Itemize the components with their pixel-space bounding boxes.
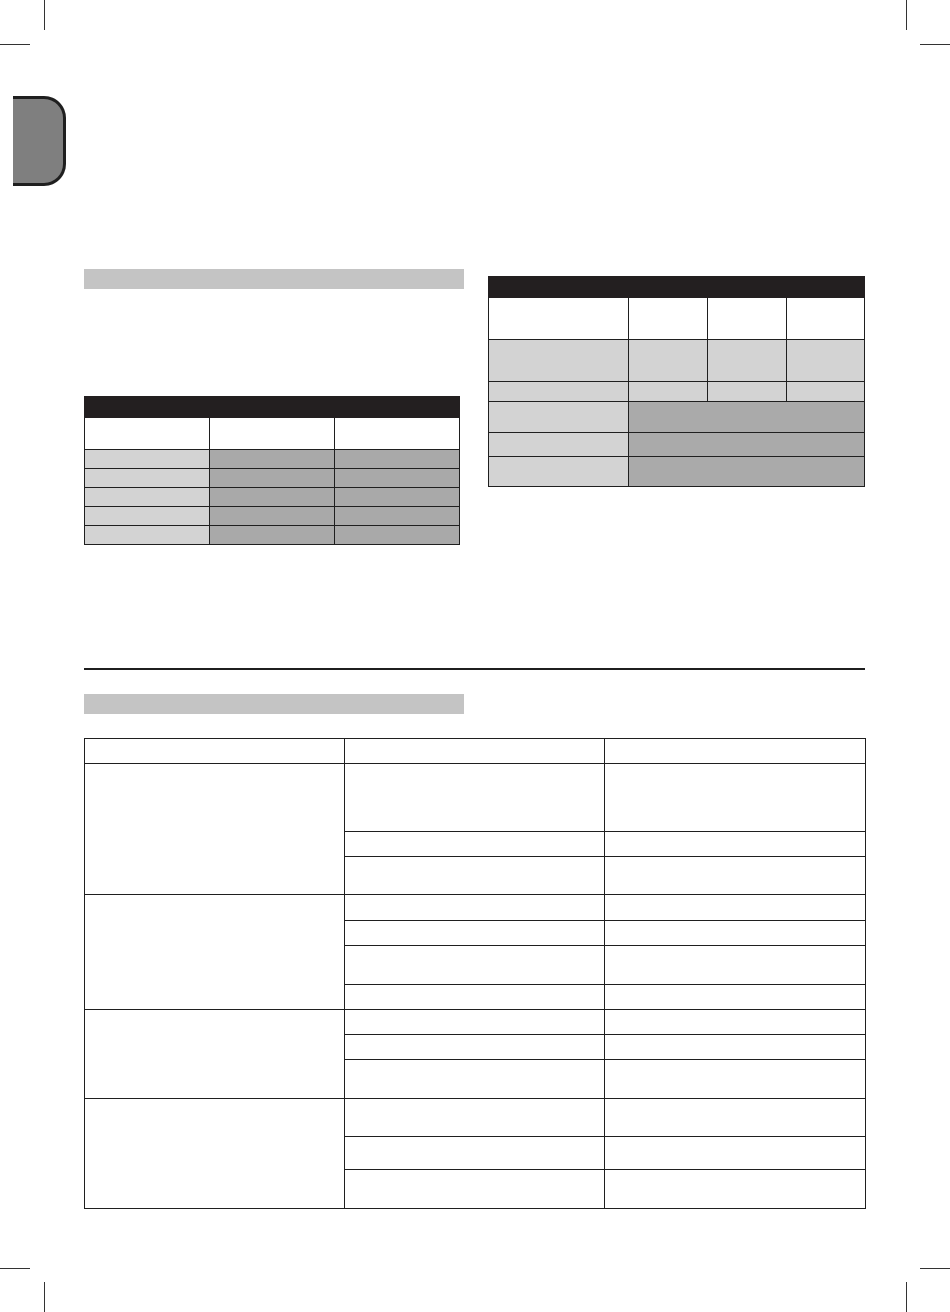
table-header-cell xyxy=(85,397,460,418)
solution-cell xyxy=(605,946,866,985)
merged-value-cell xyxy=(629,402,865,433)
value-cell xyxy=(335,488,460,507)
value-cell xyxy=(210,488,335,507)
table-row xyxy=(489,382,865,402)
row-label-cell xyxy=(489,402,629,433)
section-divider xyxy=(84,668,865,670)
spec-table-right xyxy=(488,276,865,487)
section-heading-bar xyxy=(84,269,464,289)
crop-mark xyxy=(920,44,950,45)
row-label-cell xyxy=(489,457,629,487)
crop-mark xyxy=(0,1268,30,1269)
crop-mark xyxy=(906,1282,907,1312)
column-header xyxy=(605,739,866,764)
cause-cell xyxy=(345,832,605,857)
crop-mark xyxy=(906,0,907,30)
table-row xyxy=(85,895,866,921)
spec-table-left xyxy=(84,396,460,545)
solution-cell xyxy=(605,1137,866,1170)
value-cell xyxy=(335,507,460,526)
solution-cell xyxy=(605,1099,866,1137)
table-row xyxy=(489,457,865,487)
column-header xyxy=(787,298,865,340)
section-heading-bar xyxy=(84,694,464,714)
language-side-tab xyxy=(13,96,66,186)
solution-cell xyxy=(605,921,866,946)
table-row xyxy=(85,526,460,545)
cause-cell xyxy=(345,1099,605,1137)
solution-cell xyxy=(605,1060,866,1099)
table-row xyxy=(85,507,460,526)
crop-mark xyxy=(44,1282,45,1312)
column-header xyxy=(708,298,787,340)
cause-cell xyxy=(345,1170,605,1209)
crop-mark xyxy=(44,0,45,30)
solution-cell xyxy=(605,1170,866,1209)
value-cell xyxy=(629,340,708,382)
table-column-row xyxy=(85,739,866,764)
row-label-cell xyxy=(489,340,629,382)
value-cell xyxy=(210,507,335,526)
column-header xyxy=(210,418,335,450)
table-row xyxy=(85,1099,866,1137)
column-header xyxy=(489,298,629,340)
problem-cell xyxy=(85,764,345,895)
value-cell xyxy=(335,469,460,488)
cause-cell xyxy=(345,895,605,921)
table-column-row xyxy=(85,418,460,450)
row-label-cell xyxy=(85,450,210,469)
value-cell xyxy=(787,340,865,382)
cause-cell xyxy=(345,1035,605,1060)
value-cell xyxy=(787,382,865,402)
table-header-cell xyxy=(489,277,865,298)
row-label-cell xyxy=(85,526,210,545)
table-row xyxy=(489,340,865,382)
solution-cell xyxy=(605,1035,866,1060)
value-cell xyxy=(335,450,460,469)
column-header xyxy=(85,418,210,450)
problem-cell xyxy=(85,1099,345,1209)
solution-cell xyxy=(605,832,866,857)
table-header-row xyxy=(85,397,460,418)
column-header xyxy=(629,298,708,340)
value-cell xyxy=(210,450,335,469)
problem-cell xyxy=(85,1010,345,1099)
table-row xyxy=(85,764,866,832)
value-cell xyxy=(708,382,787,402)
row-label-cell xyxy=(85,507,210,526)
merged-value-cell xyxy=(629,457,865,487)
table-row xyxy=(85,1010,866,1035)
solution-cell xyxy=(605,1010,866,1035)
cause-cell xyxy=(345,1137,605,1170)
solution-cell xyxy=(605,764,866,832)
value-cell xyxy=(708,340,787,382)
table-header-row xyxy=(489,277,865,298)
troubleshooting-table xyxy=(84,738,866,1209)
problem-cell xyxy=(85,895,345,1010)
table-row xyxy=(85,469,460,488)
column-header xyxy=(345,739,605,764)
column-header xyxy=(335,418,460,450)
table-column-row xyxy=(489,298,865,340)
crop-mark xyxy=(0,44,30,45)
value-cell xyxy=(335,526,460,545)
table-row xyxy=(85,488,460,507)
row-label-cell xyxy=(85,469,210,488)
cause-cell xyxy=(345,985,605,1010)
cause-cell xyxy=(345,1010,605,1035)
solution-cell xyxy=(605,857,866,895)
row-label-cell xyxy=(85,488,210,507)
value-cell xyxy=(210,526,335,545)
table-row xyxy=(489,433,865,457)
solution-cell xyxy=(605,895,866,921)
column-header xyxy=(85,739,345,764)
solution-cell xyxy=(605,985,866,1010)
row-label-cell xyxy=(489,382,629,402)
merged-value-cell xyxy=(629,433,865,457)
cause-cell xyxy=(345,764,605,832)
cause-cell xyxy=(345,946,605,985)
cause-cell xyxy=(345,921,605,946)
table-row xyxy=(489,402,865,433)
value-cell xyxy=(629,382,708,402)
crop-mark xyxy=(920,1268,950,1269)
cause-cell xyxy=(345,1060,605,1099)
row-label-cell xyxy=(489,433,629,457)
value-cell xyxy=(210,469,335,488)
table-row xyxy=(85,450,460,469)
cause-cell xyxy=(345,857,605,895)
